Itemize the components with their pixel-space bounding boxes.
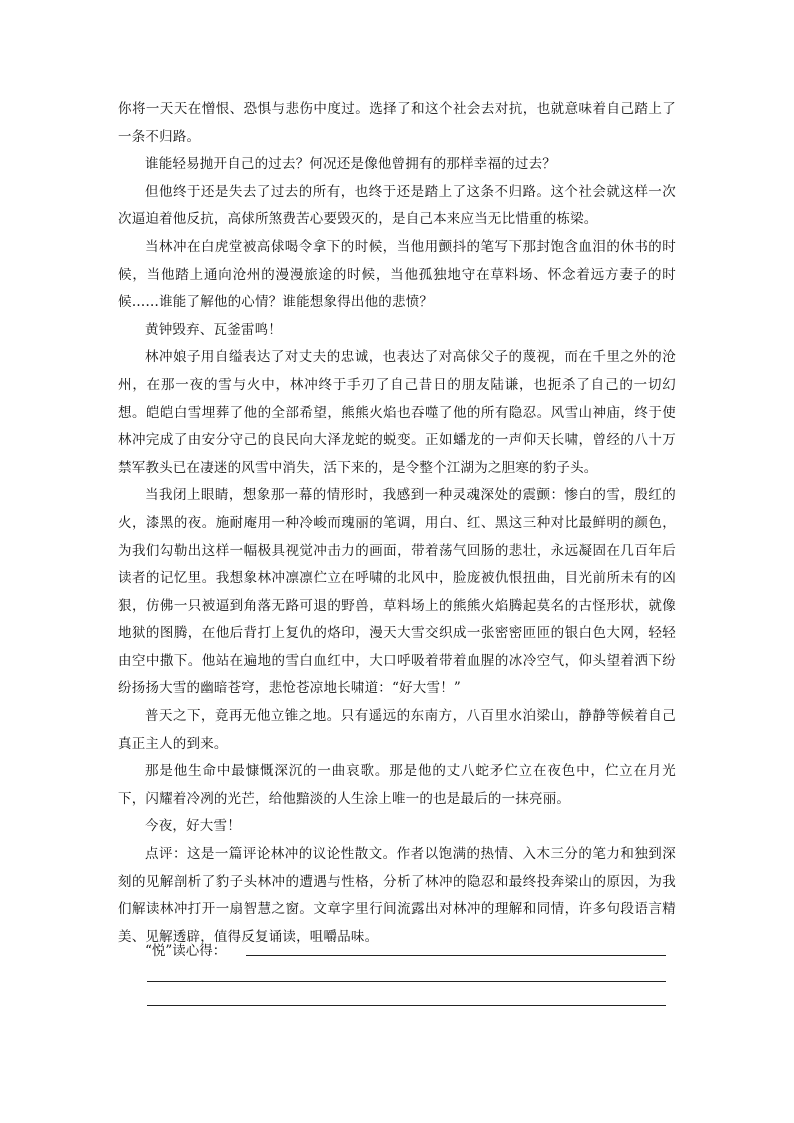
reading-notes-line-1[interactable] [246, 955, 666, 956]
paragraph-1: 你将一天天在憎恨、恐惧与悲伤中度过。选择了和这个社会去对抗，也就意味着自己踏上了一条不归路。 [118, 101, 676, 145]
paragraph-7: 当我闭上眼睛，想象那一幕的情形时，我感到一种灵魂深处的震颤：惨白的雪，殷红的火，漆黑的夜。施耐庵用一种冷峻而瑰丽的笔调，用白、红、黑这三种对比最鲜明的颜色，为我们勾勒出这样一幅极具视觉冲击力的画面，带着荡气回肠的悲壮，永远凝固在几百年后读者的记忆里。我想象林冲凛凛伫立在呼啸的北风中，脸庞被仇恨扭曲，目光前所未有的凶狠，仿佛一只被逼到角落无路可退的野兽，草料场上的熊熊火焰腾起莫名的古怪形状，就像地狱的图腾，在他后背打上复仇的烙印，漫天大雪交织成一张密密匝匝的银白色大网，轻轻由空中撒下。他站在遍地的雪白血红中，大口呼吸着带着血腥的冰冷空气，仰头望着洒下纷纷扬扬大雪的幽暗苍穹，悲怆苍凉地长啸道：“好大雪！” [118, 487, 676, 697]
reading-notes-label: “悦”读心得： [145, 943, 227, 959]
reading-notes-line-2[interactable] [147, 981, 666, 982]
paragraph-3: 但他终于还是失去了过去的所有，也终于还是踏上了这条不归路。这个社会就这样一次次逼迫着他反抗，高俅所煞费苦心要毁灭的，是自己本来应当无比惜重的栋梁。 [118, 183, 676, 228]
paragraph-5: 黄钟毁弃、瓦釜雷鸣！ [145, 321, 282, 338]
paragraph-8: 普天之下，竟再无他立锥之地。只有遥远的东南方，八百里水泊梁山，静静等候着自己真正主人的到来。 [118, 708, 676, 752]
paragraph-4: 当林冲在白虎堂被高俅喝令拿下的时候，当他用颤抖的笔写下那封饱含血泪的休书的时候，当他踏上通向沧州的漫漫旅途的时候，当他孤独地守在草料场、怀念着远方妻子的时候……谁能了解他的心情？谁能想象得出他的悲愤？ [118, 238, 676, 311]
paragraph-2: 谁能轻易抛开自己的过去？何况还是像他曾拥有的那样幸福的过去？ [145, 156, 556, 173]
paragraph-6: 林冲娘子用自缢表达了对丈夫的忠诚，也表达了对高俅父子的蔑视，而在千里之外的沧州，在那一夜的雪与火中，林冲终于手刃了自己昔日的朋友陆谦，也扼杀了自己的一切幻想。皑皑白雪埋葬了他的全部希望，熊熊火焰也吞噬了他的所有隐忍。风雪山神庙，终于使林冲完成了由安分守己的良民向大泽龙蛇的蜕变。正如蟠龙的一声仰天长啸，曾经的八十万禁军教头已在凄迷的风雪中消失，活下来的，是令整个江湖为之胆寒的豹子头。 [118, 349, 676, 476]
paragraph-9: 那是他生命中最慷慨深沉的一曲哀歌。那是他的丈八蛇矛伫立在夜色中，伫立在月光下，闪耀着冷冽的光芒，给他黯淡的人生涂上唯一的也是最后的一抹亮丽。 [118, 763, 676, 807]
reading-notes-line-3[interactable] [147, 1005, 666, 1006]
paragraph-10: 今夜，好大雪！ [145, 818, 241, 835]
article-body [118, 96, 676, 951]
commentary: 点评：这是一篇评论林冲的议论性散文。作者以饱满的热情、入木三分的笔力和独到深刻的见解剖析了豹子头林冲的遭遇与性格，分析了林冲的隐忍和最终投奔梁山的原因，为我们解读林冲打开一扇智慧之窗。文章字里行间流露出对林冲的理解和同情，许多句段语言精美、见解透辟，值得反复诵读，咀嚼品味。 [118, 846, 676, 945]
